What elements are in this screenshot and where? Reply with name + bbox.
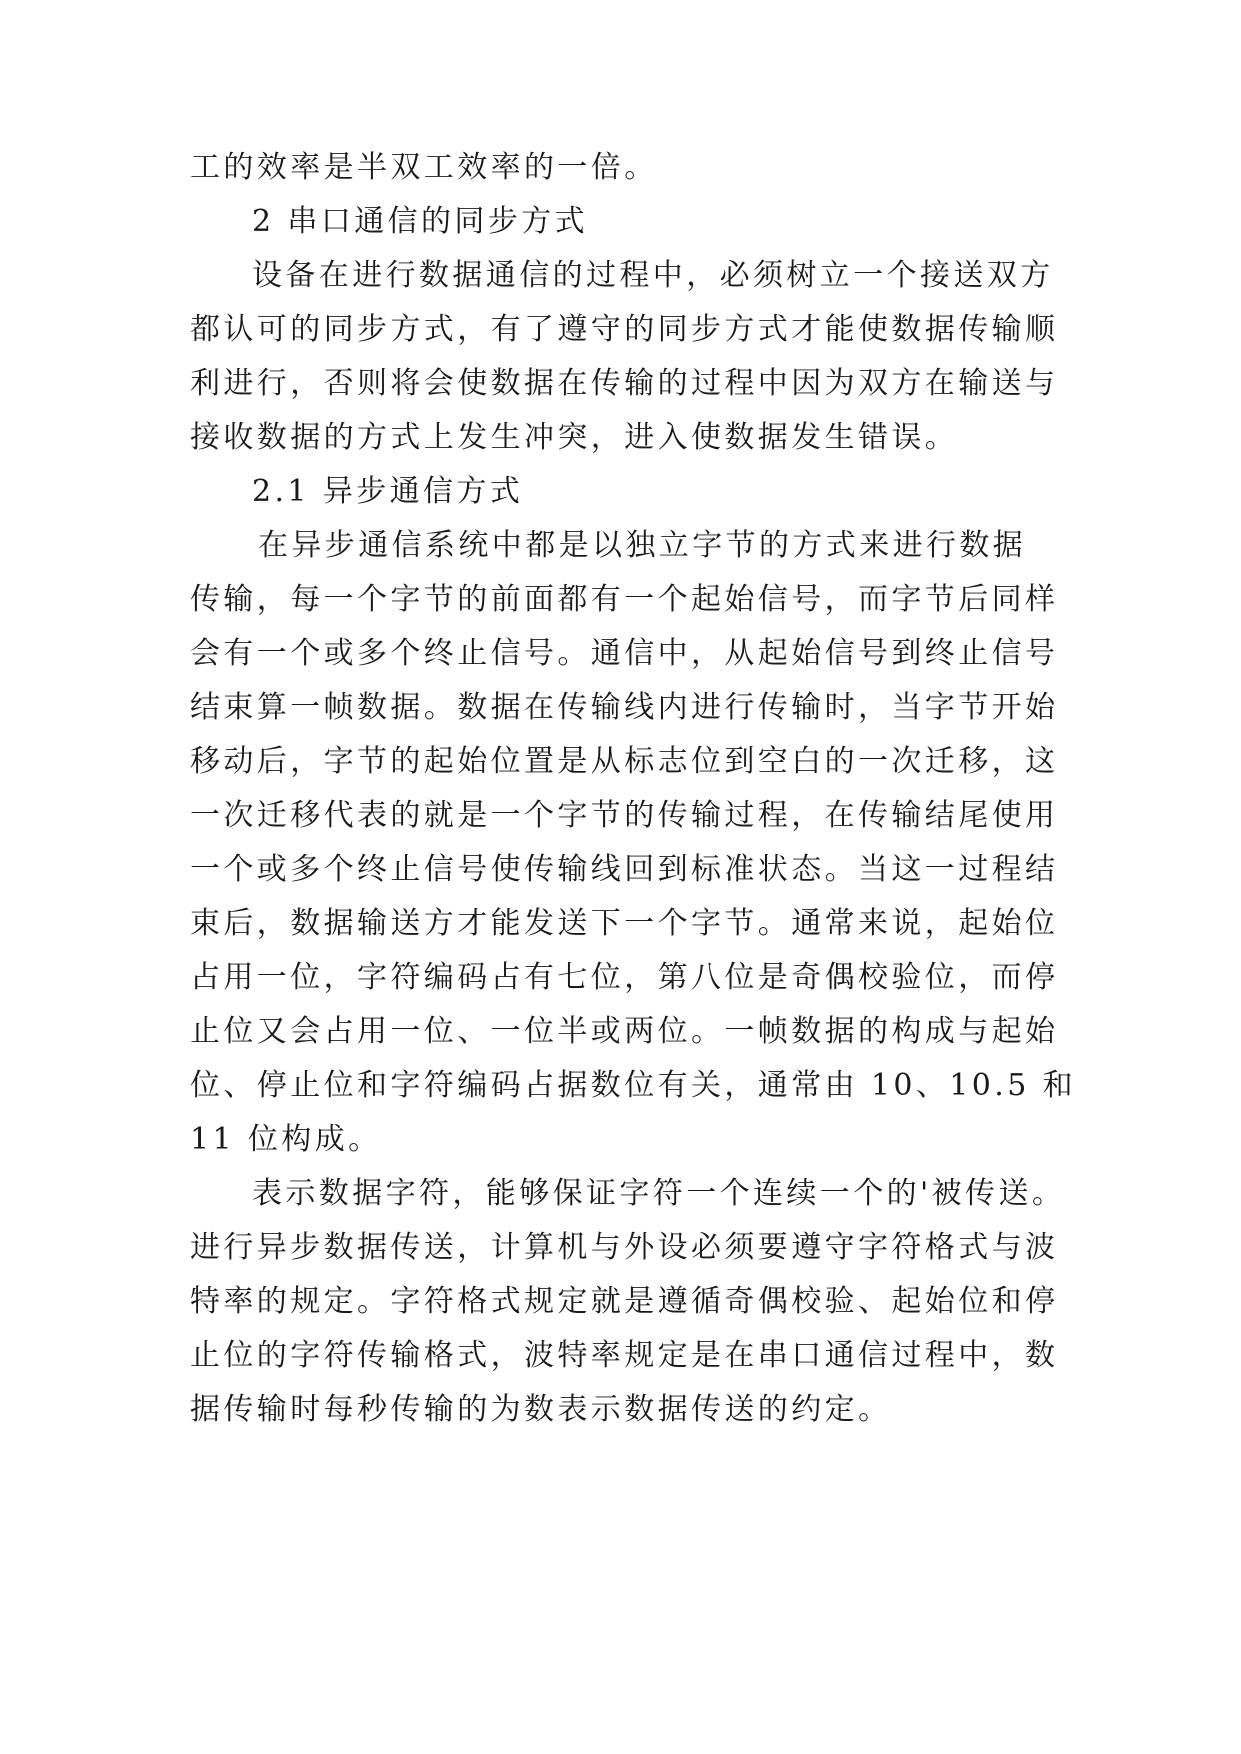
paragraph-line: 占用一位，字符编码占有七位，第八位是奇偶校验位，而停 <box>190 960 1059 995</box>
section-heading: 2 串口通信的同步方式 <box>252 204 589 239</box>
paragraph-line: 工的效率是半双工效率的一倍。 <box>190 150 658 185</box>
paragraph-line: 进行异步数据传送，计算机与外设必须要遵守字符格式与波 <box>190 1230 1059 1265</box>
paragraph-line: 会有一个或多个终止信号。通信中，从起始信号到终止信号 <box>190 636 1059 671</box>
paragraph-line: 接收数据的方式上发生冲突，进入使数据发生错误。 <box>190 420 959 455</box>
paragraph-line: 在异步通信系统中都是以独立字节的方式来进行数据 <box>258 528 1027 563</box>
paragraph-line: 移动后，字节的起始位置是从标志位到空白的一次迁移，这 <box>190 744 1059 779</box>
paragraph-line: 止位又会占用一位、一位半或两位。一帧数据的构成与起始 <box>190 1014 1059 1049</box>
paragraph-line: 一个或多个终止信号使传输线回到标准状态。当这一过程结 <box>190 852 1059 887</box>
paragraph-line: 11 位构成。 <box>190 1122 382 1157</box>
paragraph-line: 一次迁移代表的就是一个字节的传输过程，在传输结尾使用 <box>190 798 1059 833</box>
paragraph-line: 利进行，否则将会使数据在传输的过程中因为双方在输送与 <box>190 366 1059 401</box>
paragraph-line: 传输，每一个字节的前面都有一个起始信号，而字节后同样 <box>190 582 1059 617</box>
paragraph-line: 止位的字符传输格式，波特率规定是在串口通信过程中，数 <box>190 1338 1059 1373</box>
paragraph-line: 束后，数据输送方才能发送下一个字节。通常来说，起始位 <box>190 906 1059 941</box>
paragraph-line: 表示数据字符，能够保证字符一个连续一个的'被传送。 <box>252 1176 1066 1211</box>
paragraph-line: 据传输时每秒传输的为数表示数据传送的约定。 <box>190 1392 892 1427</box>
paragraph-line: 结束算一帧数据。数据在传输线内进行传输时，当字节开始 <box>190 690 1059 725</box>
paragraph-line: 设备在进行数据通信的过程中，必须树立一个接送双方 <box>252 258 1054 293</box>
subsection-heading: 2.1 异步通信方式 <box>252 474 524 509</box>
paragraph-line: 都认可的同步方式，有了遵守的同步方式才能使数据传输顺 <box>190 312 1059 347</box>
paragraph-line: 特率的规定。字符格式规定就是遵循奇偶校验、起始位和停 <box>190 1284 1059 1319</box>
paragraph-line: 位、停止位和字符编码占据数位有关，通常由 10、10.5 和 <box>190 1068 1077 1103</box>
